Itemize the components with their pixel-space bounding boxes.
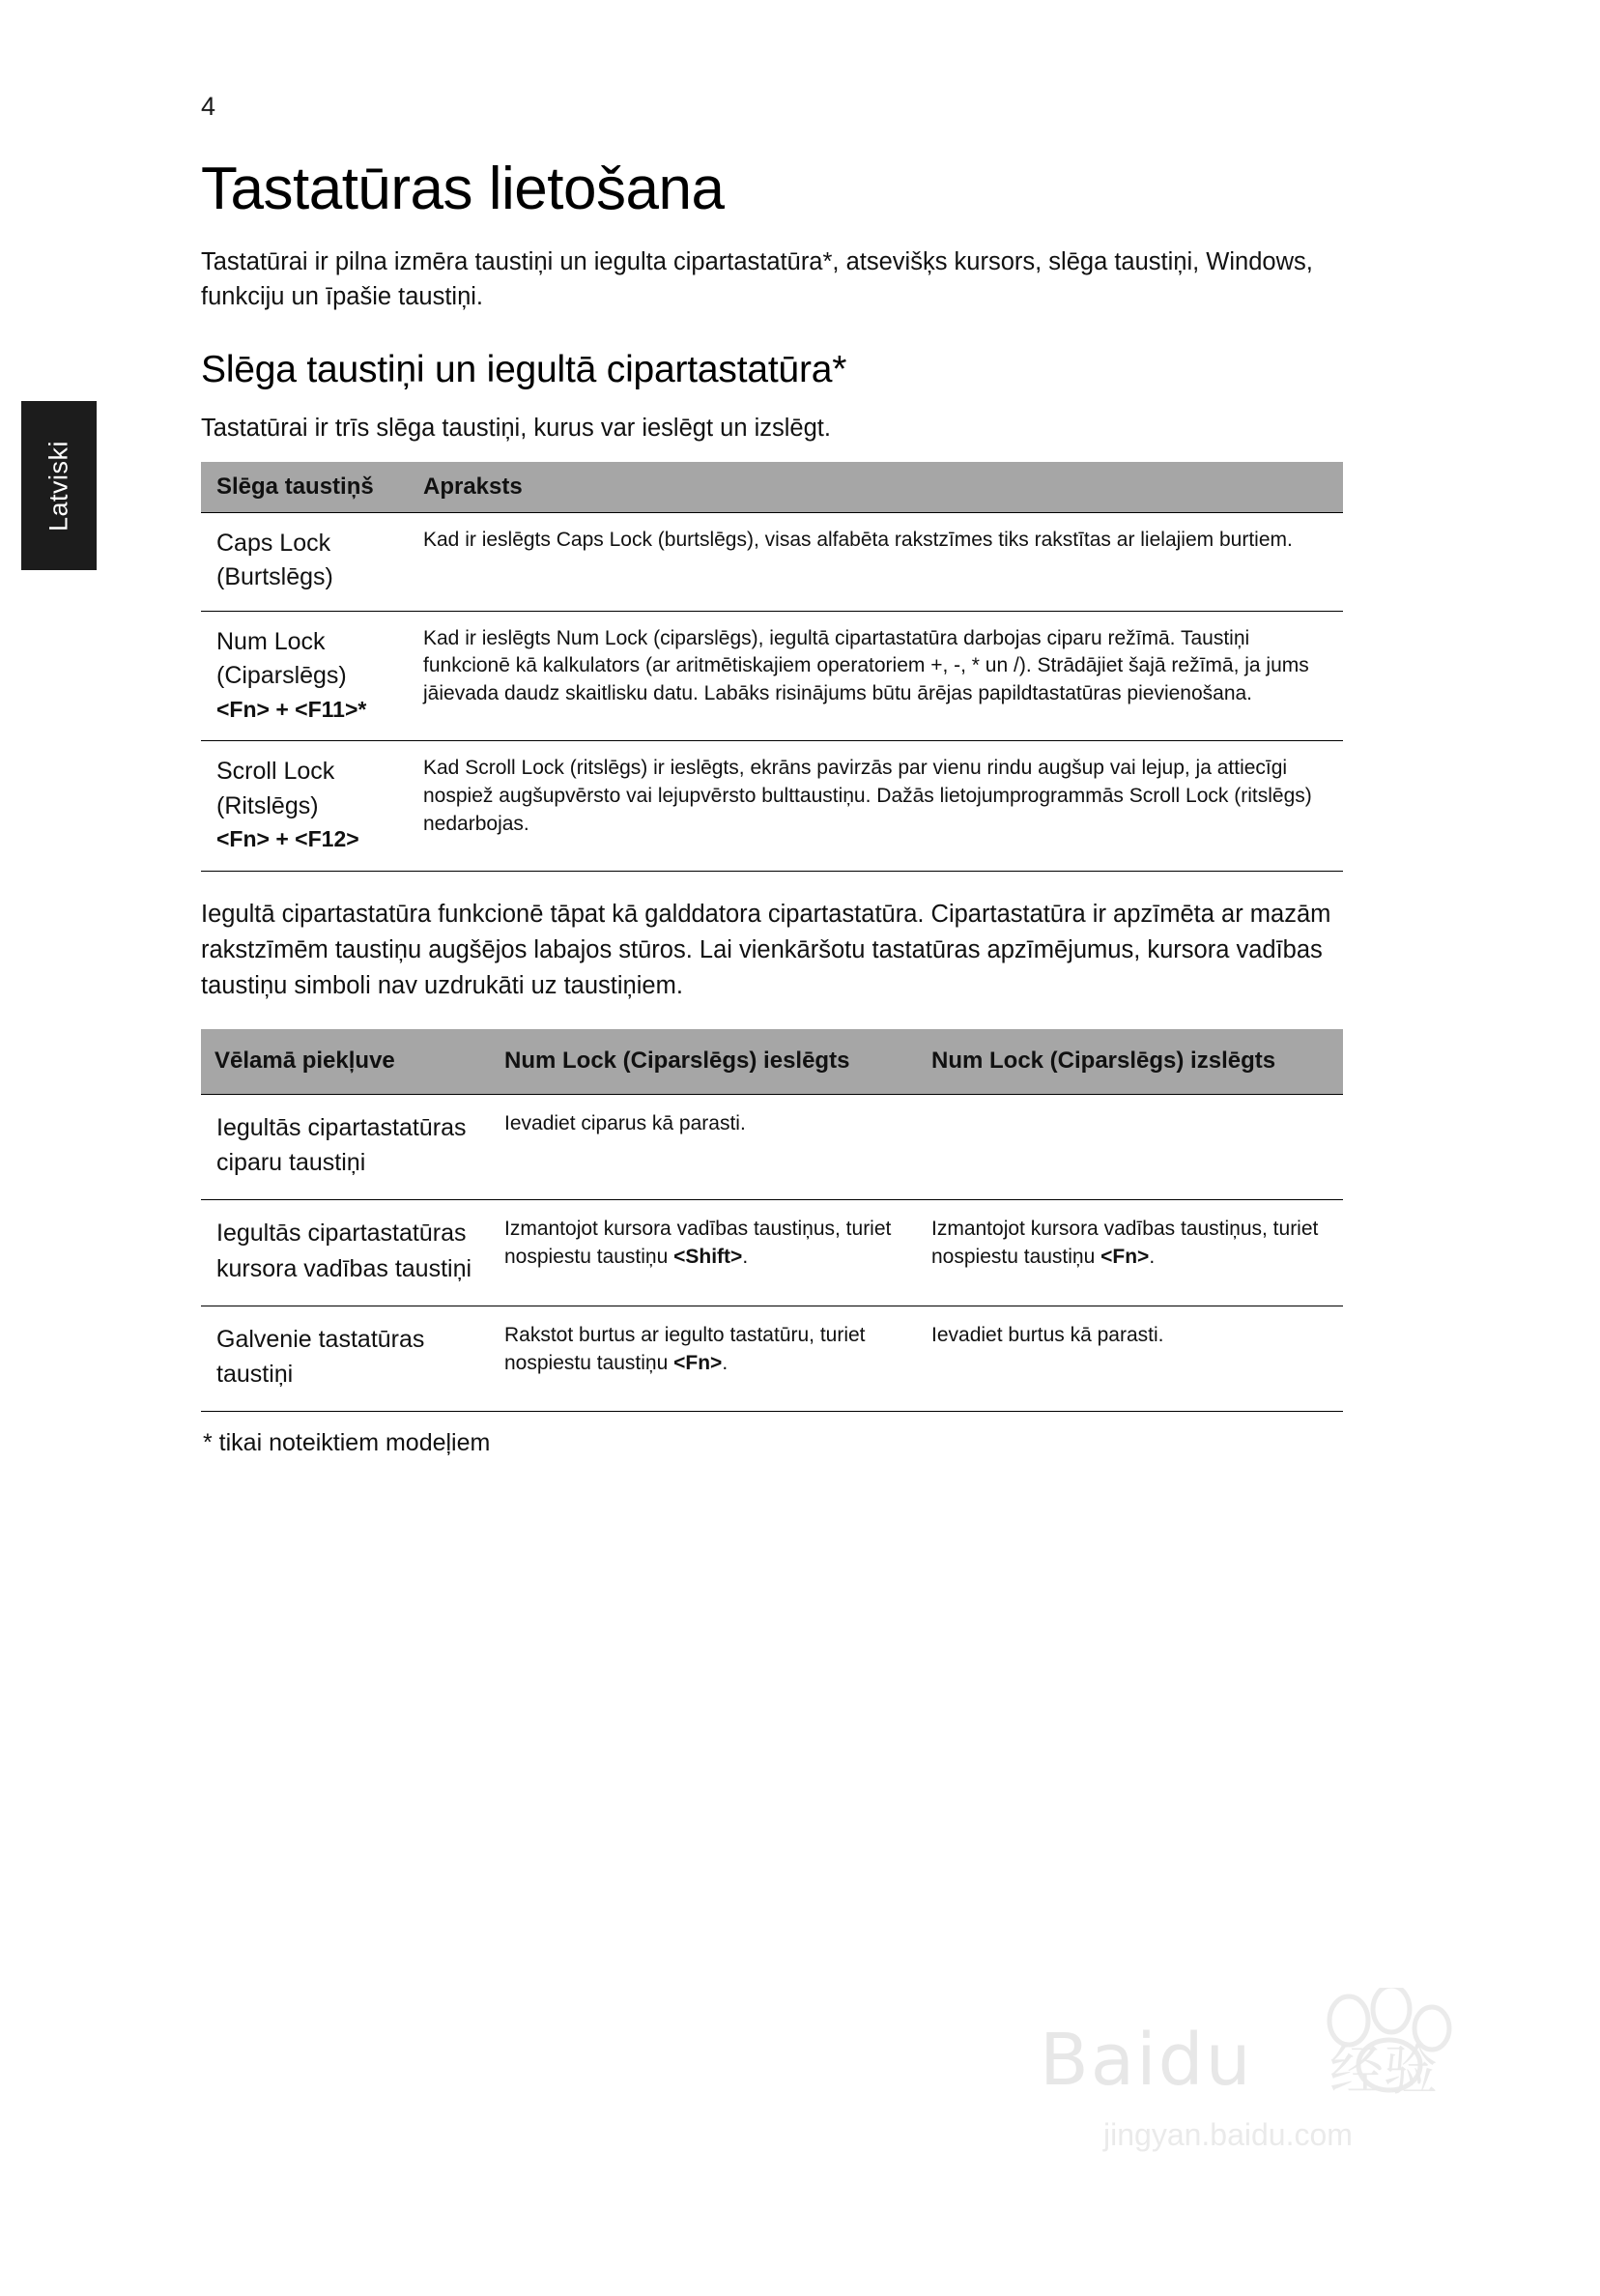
cell-numlock-off: [918, 1094, 1343, 1200]
lock-keys-table: [201, 462, 1343, 872]
cell-access: Galvenie tastatūras taustiņi: [201, 1306, 491, 1412]
chapter-side-tab: [21, 401, 97, 570]
key-shortcut: <Fn> + <F12>: [216, 826, 359, 852]
text-pre: Izmantojot kursora vadības taustiņus, turiet nospiestu taustiņu: [931, 1218, 1319, 1269]
key-shortcut: <Fn> + <F11>*: [216, 696, 367, 722]
cell-numlock-on: [491, 1306, 918, 1412]
column-header-key: Slēga taustiņš: [201, 462, 410, 513]
footnote: * tikai noteiktiem modeļiem: [203, 1429, 491, 1457]
watermark-cn: 经验: [1329, 2040, 1438, 2101]
section1-lead: Tastatūrai ir trīs slēga taustiņi, kurus var ieslēgt un izslēgt.: [201, 415, 831, 443]
table-row: [201, 512, 1343, 611]
text-key: <Fn>: [673, 1351, 723, 1374]
intro-paragraph: Tastatūrai ir pilna izmēra taustiņi un iegulta cipartastatūra*, atsevišķs kursors, slēga taustiņi, Windows, funkciju un īpašie taustiņi.: [201, 248, 1313, 311]
side-tab-label: Latviski: [43, 440, 73, 531]
cell-key: [201, 611, 410, 741]
keypad-description-paragraph: Iegultā cipartastatūra funkcionē tāpat kā galddatora cipartastatūra. Cipartastatūra ir apzīmēta ar mazām rakstzīmēm taustiņu augšējos labajos stūros. Lai vienkāršotu tastatūras apzīmējumus, kursora vadības taustiņu simboli nav uzdrukāti uz taustiņiem.: [201, 900, 1331, 999]
table-row: [201, 611, 1343, 741]
text-post: .: [742, 1246, 749, 1269]
cell-numlock-off: [918, 1306, 1343, 1412]
cell-key: [201, 512, 410, 611]
cell-description: Kad Scroll Lock (ritslēgs) ir ieslēgts, ekrāns pavirzās par vienu rindu augšup vai lejup, ja attiecīgi nospiež augšupvērsto vai lejupvērsto bulttaustiņu. Dažās lietojumprogrammās Scroll Lock (ritslēgs) nedarbojas.: [410, 741, 1343, 872]
text-pre: Izmantojot kursora vadības taustiņus, turiet nospiestu taustiņu: [504, 1218, 892, 1269]
cell-access: Iegultās cipartastatūras ciparu taustiņi: [201, 1094, 491, 1200]
page-content: [201, 155, 1360, 1457]
key-translation: (Burtslēgs): [216, 563, 333, 591]
cell-numlock-off: [918, 1200, 1343, 1306]
cell-key: [201, 741, 410, 872]
key-name: Caps Lock: [216, 529, 331, 557]
text-post: .: [1149, 1246, 1156, 1269]
key-translation: (Ritslēgs): [216, 791, 319, 819]
page-number: 4: [201, 92, 216, 121]
table-row: [201, 1200, 1343, 1306]
watermark: [1040, 2001, 1455, 2180]
text-key: <Shift>: [673, 1246, 743, 1269]
paw-icon: [1316, 1988, 1461, 2094]
column-header-numlock-on: Num Lock (Ciparslēgs) ieslēgts: [491, 1029, 918, 1095]
table-row: [201, 1306, 1343, 1412]
page-title: Tastatūras lietošana: [201, 156, 725, 222]
column-header-access: Vēlamā piekļuve: [201, 1029, 491, 1095]
table-header-row: [201, 462, 1343, 513]
watermark-url: jingyan.baidu.com: [1103, 2117, 1353, 2152]
text-pre: Rakstot burtus ar iegulto tastatūru, turiet nospiestu taustiņu: [504, 1323, 866, 1374]
section-heading-lock-keys: Slēga taustiņi un iegultā cipartastatūra*: [201, 349, 847, 391]
column-header-numlock-off: Num Lock (Ciparslēgs) izslēgts: [918, 1029, 1343, 1095]
cell-numlock-on: Ievadiet ciparus kā parasti.: [491, 1094, 918, 1200]
table-row: [201, 741, 1343, 872]
text-pre: Ievadiet burtus kā parasti.: [931, 1323, 1164, 1346]
cell-description: Kad ir ieslēgts Num Lock (ciparslēgs), iegultā cipartastatūra darbojas ciparu režīmā. Taustiņi funkcionē kā kalkulators (ar aritmētiskajiem operatoriem +, -, * un /). Strādājiet šajā režīmā, ja jums jāievada daudz skaitlisku datu. Labāks risinājums būtu ārējas papildtastatūras pievienošana.: [410, 611, 1343, 741]
text-post: .: [722, 1351, 729, 1374]
key-name: Scroll Lock: [216, 758, 335, 786]
table-row: [201, 1094, 1343, 1200]
watermark-brand: Baidu: [1040, 2019, 1253, 2102]
column-header-description: Apraksts: [410, 462, 1343, 513]
cell-description: Kad ir ieslēgts Caps Lock (burtslēgs), visas alfabēta rakstzīmes tiks rakstītas ar lielajiem burtiem.: [410, 512, 1343, 611]
key-name: Num Lock: [216, 627, 326, 655]
cell-numlock-on: [491, 1200, 918, 1306]
text-key: <Fn>: [1100, 1246, 1150, 1269]
key-translation: (Ciparslēgs): [216, 662, 347, 690]
keypad-access-table: [201, 1029, 1343, 1413]
cell-access: Iegultās cipartastatūras kursora vadības taustiņi: [201, 1200, 491, 1306]
table-header-row: [201, 1029, 1343, 1095]
